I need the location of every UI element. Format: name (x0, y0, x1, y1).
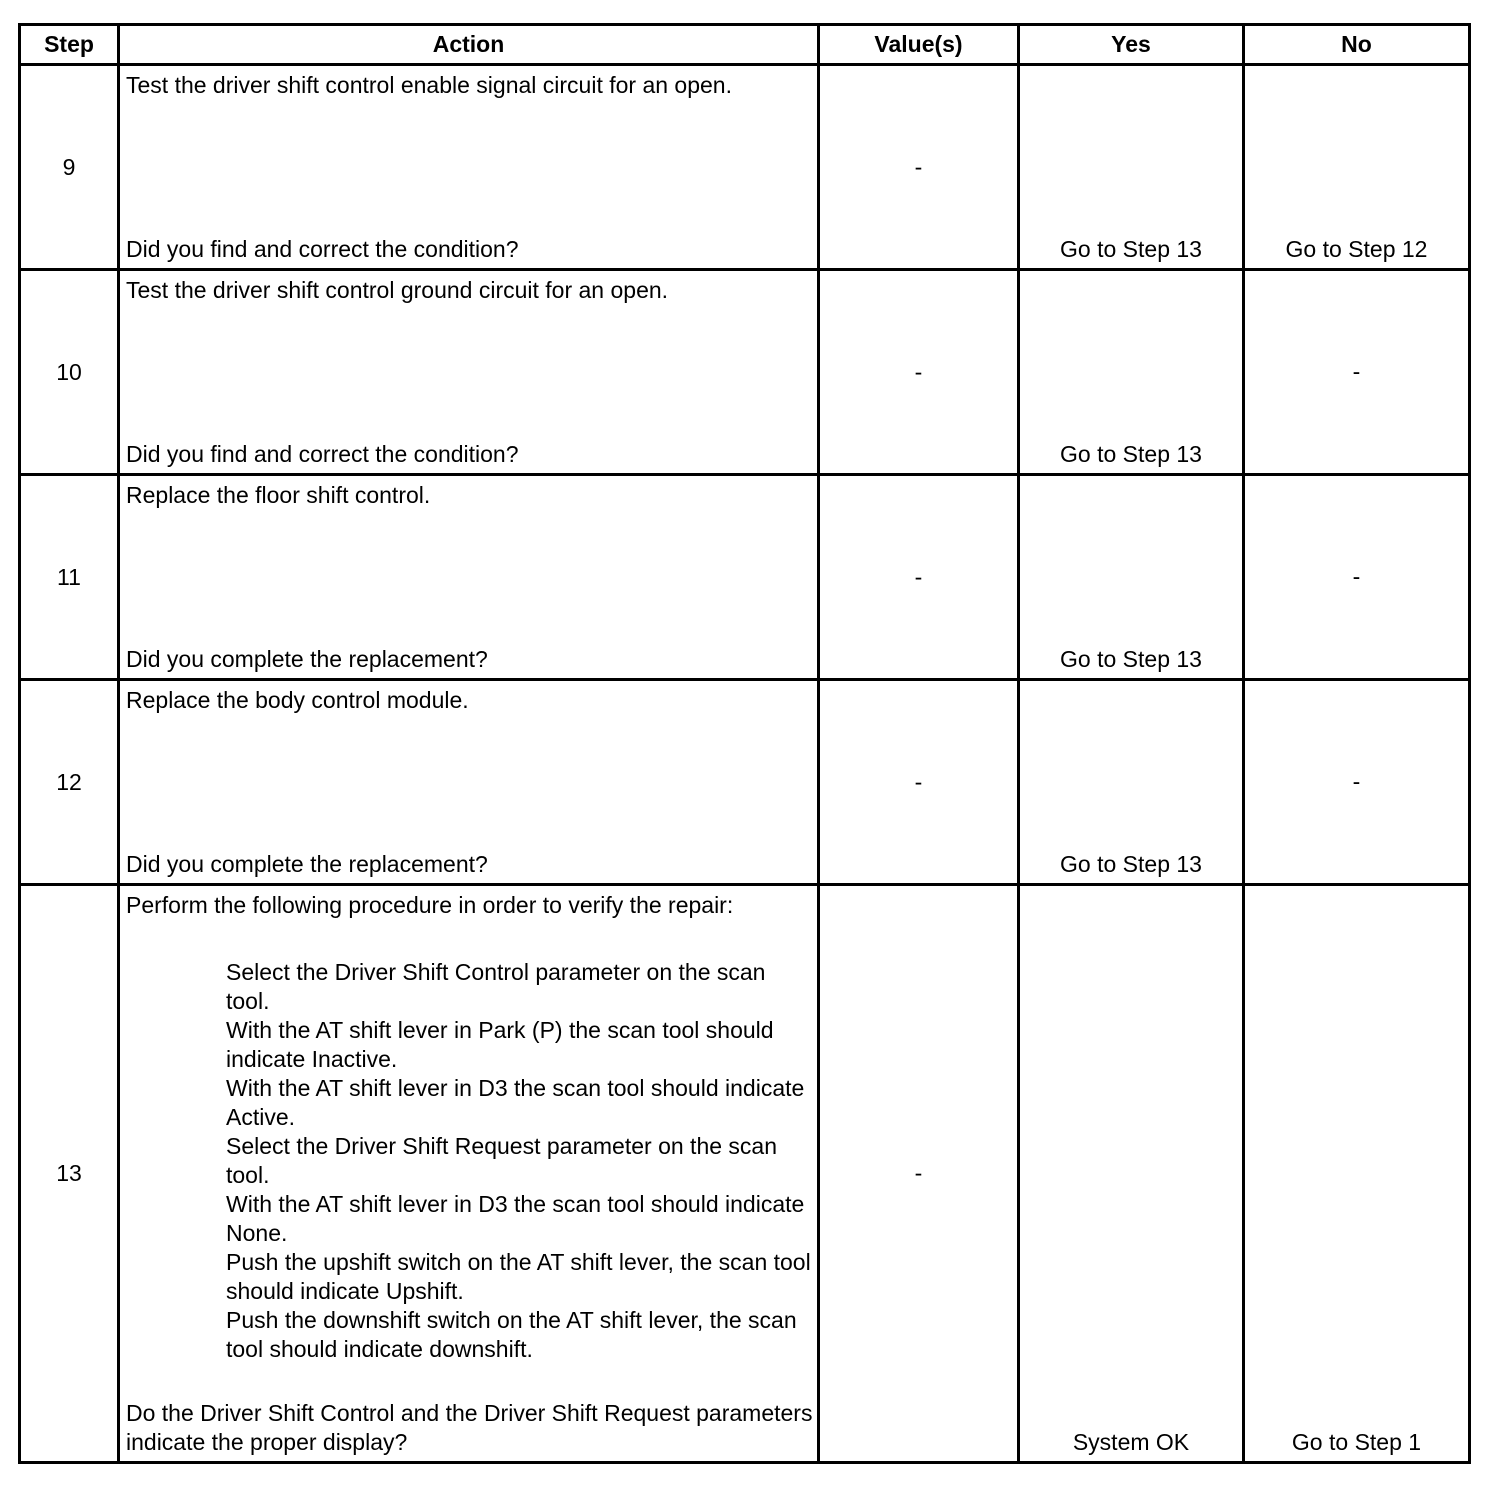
yes-cell (1019, 270, 1244, 475)
step-number: 13 (20, 885, 119, 1463)
yes-result: Go to Step 13 (1060, 851, 1202, 877)
no-result: - (1352, 768, 1361, 795)
no-result: Go to Step 1 (1291, 1429, 1422, 1455)
procedure-item: Select the Driver Shift Request parameter on the scan tool. (226, 1133, 778, 1188)
table-row (20, 65, 1470, 270)
action-cell (119, 65, 819, 270)
action-instruction: Replace the body control module. (126, 687, 469, 713)
procedure-item: Push the downshift switch on the AT shift lever, the scan tool should indicate downshift. (226, 1307, 797, 1362)
yes-cell (1019, 680, 1244, 885)
header-values: Value(s) (819, 25, 1019, 65)
action-instruction: Replace the floor shift control. (126, 482, 431, 508)
no-result: Go to Step 12 (1285, 236, 1428, 262)
table-row (20, 270, 1470, 475)
header-no: No (1244, 25, 1470, 65)
table-row (20, 885, 1470, 1463)
action-question: Did you find and correct the condition? (126, 236, 519, 262)
action-question: Do the Driver Shift Control and the Driver Shift Request parameters indicate the proper display? (126, 1400, 813, 1455)
yes-cell (1019, 475, 1244, 680)
yes-result: Go to Step 13 (1060, 646, 1202, 672)
action-instruction: Perform the following procedure in order to verify the repair: (126, 892, 734, 918)
no-cell (1244, 885, 1470, 1463)
step-number: 12 (20, 680, 119, 885)
no-cell (1244, 680, 1470, 885)
value-cell: - (819, 65, 1019, 270)
yes-cell (1019, 65, 1244, 270)
yes-result: Go to Step 13 (1060, 236, 1202, 262)
action-question: Did you complete the replacement? (126, 851, 488, 877)
no-result: - (1352, 563, 1361, 590)
no-cell (1244, 270, 1470, 475)
no-result: - (1352, 358, 1361, 385)
action-instruction: Test the driver shift control enable signal circuit for an open. (126, 72, 732, 98)
yes-result: System OK (1072, 1429, 1190, 1455)
header-yes: Yes (1019, 25, 1244, 65)
value-cell: - (819, 885, 1019, 1463)
diagnostic-table (18, 23, 1471, 1464)
no-cell (1244, 65, 1470, 270)
yes-result: Go to Step 13 (1060, 441, 1202, 467)
action-cell (119, 680, 819, 885)
header-step: Step (20, 25, 119, 65)
procedure-item: With the AT shift lever in D3 the scan tool should indicate None. (226, 1191, 805, 1246)
table-header-row (20, 25, 1470, 65)
action-question: Did you complete the replacement? (126, 646, 488, 672)
procedure-item: With the AT shift lever in D3 the scan tool should indicate Active. (226, 1075, 805, 1130)
yes-cell (1019, 885, 1244, 1463)
value-cell: - (819, 475, 1019, 680)
step-number: 9 (20, 65, 119, 270)
procedure-item: Push the upshift switch on the AT shift lever, the scan tool should indicate Upshift. (226, 1249, 811, 1304)
value-cell: - (819, 680, 1019, 885)
header-action: Action (119, 25, 819, 65)
table-row (20, 475, 1470, 680)
step-number: 11 (20, 475, 119, 680)
step-number: 10 (20, 270, 119, 475)
action-cell (119, 270, 819, 475)
action-instruction: Test the driver shift control ground circuit for an open. (126, 277, 669, 303)
value-cell: - (819, 270, 1019, 475)
no-cell (1244, 475, 1470, 680)
action-cell (119, 475, 819, 680)
procedure-list (226, 958, 813, 1364)
action-question: Did you find and correct the condition? (126, 441, 519, 467)
table-row (20, 680, 1470, 885)
procedure-item: With the AT shift lever in Park (P) the scan tool should indicate Inactive. (226, 1017, 774, 1072)
action-cell (119, 885, 819, 1463)
procedure-item: Select the Driver Shift Control parameter on the scan tool. (226, 959, 766, 1014)
